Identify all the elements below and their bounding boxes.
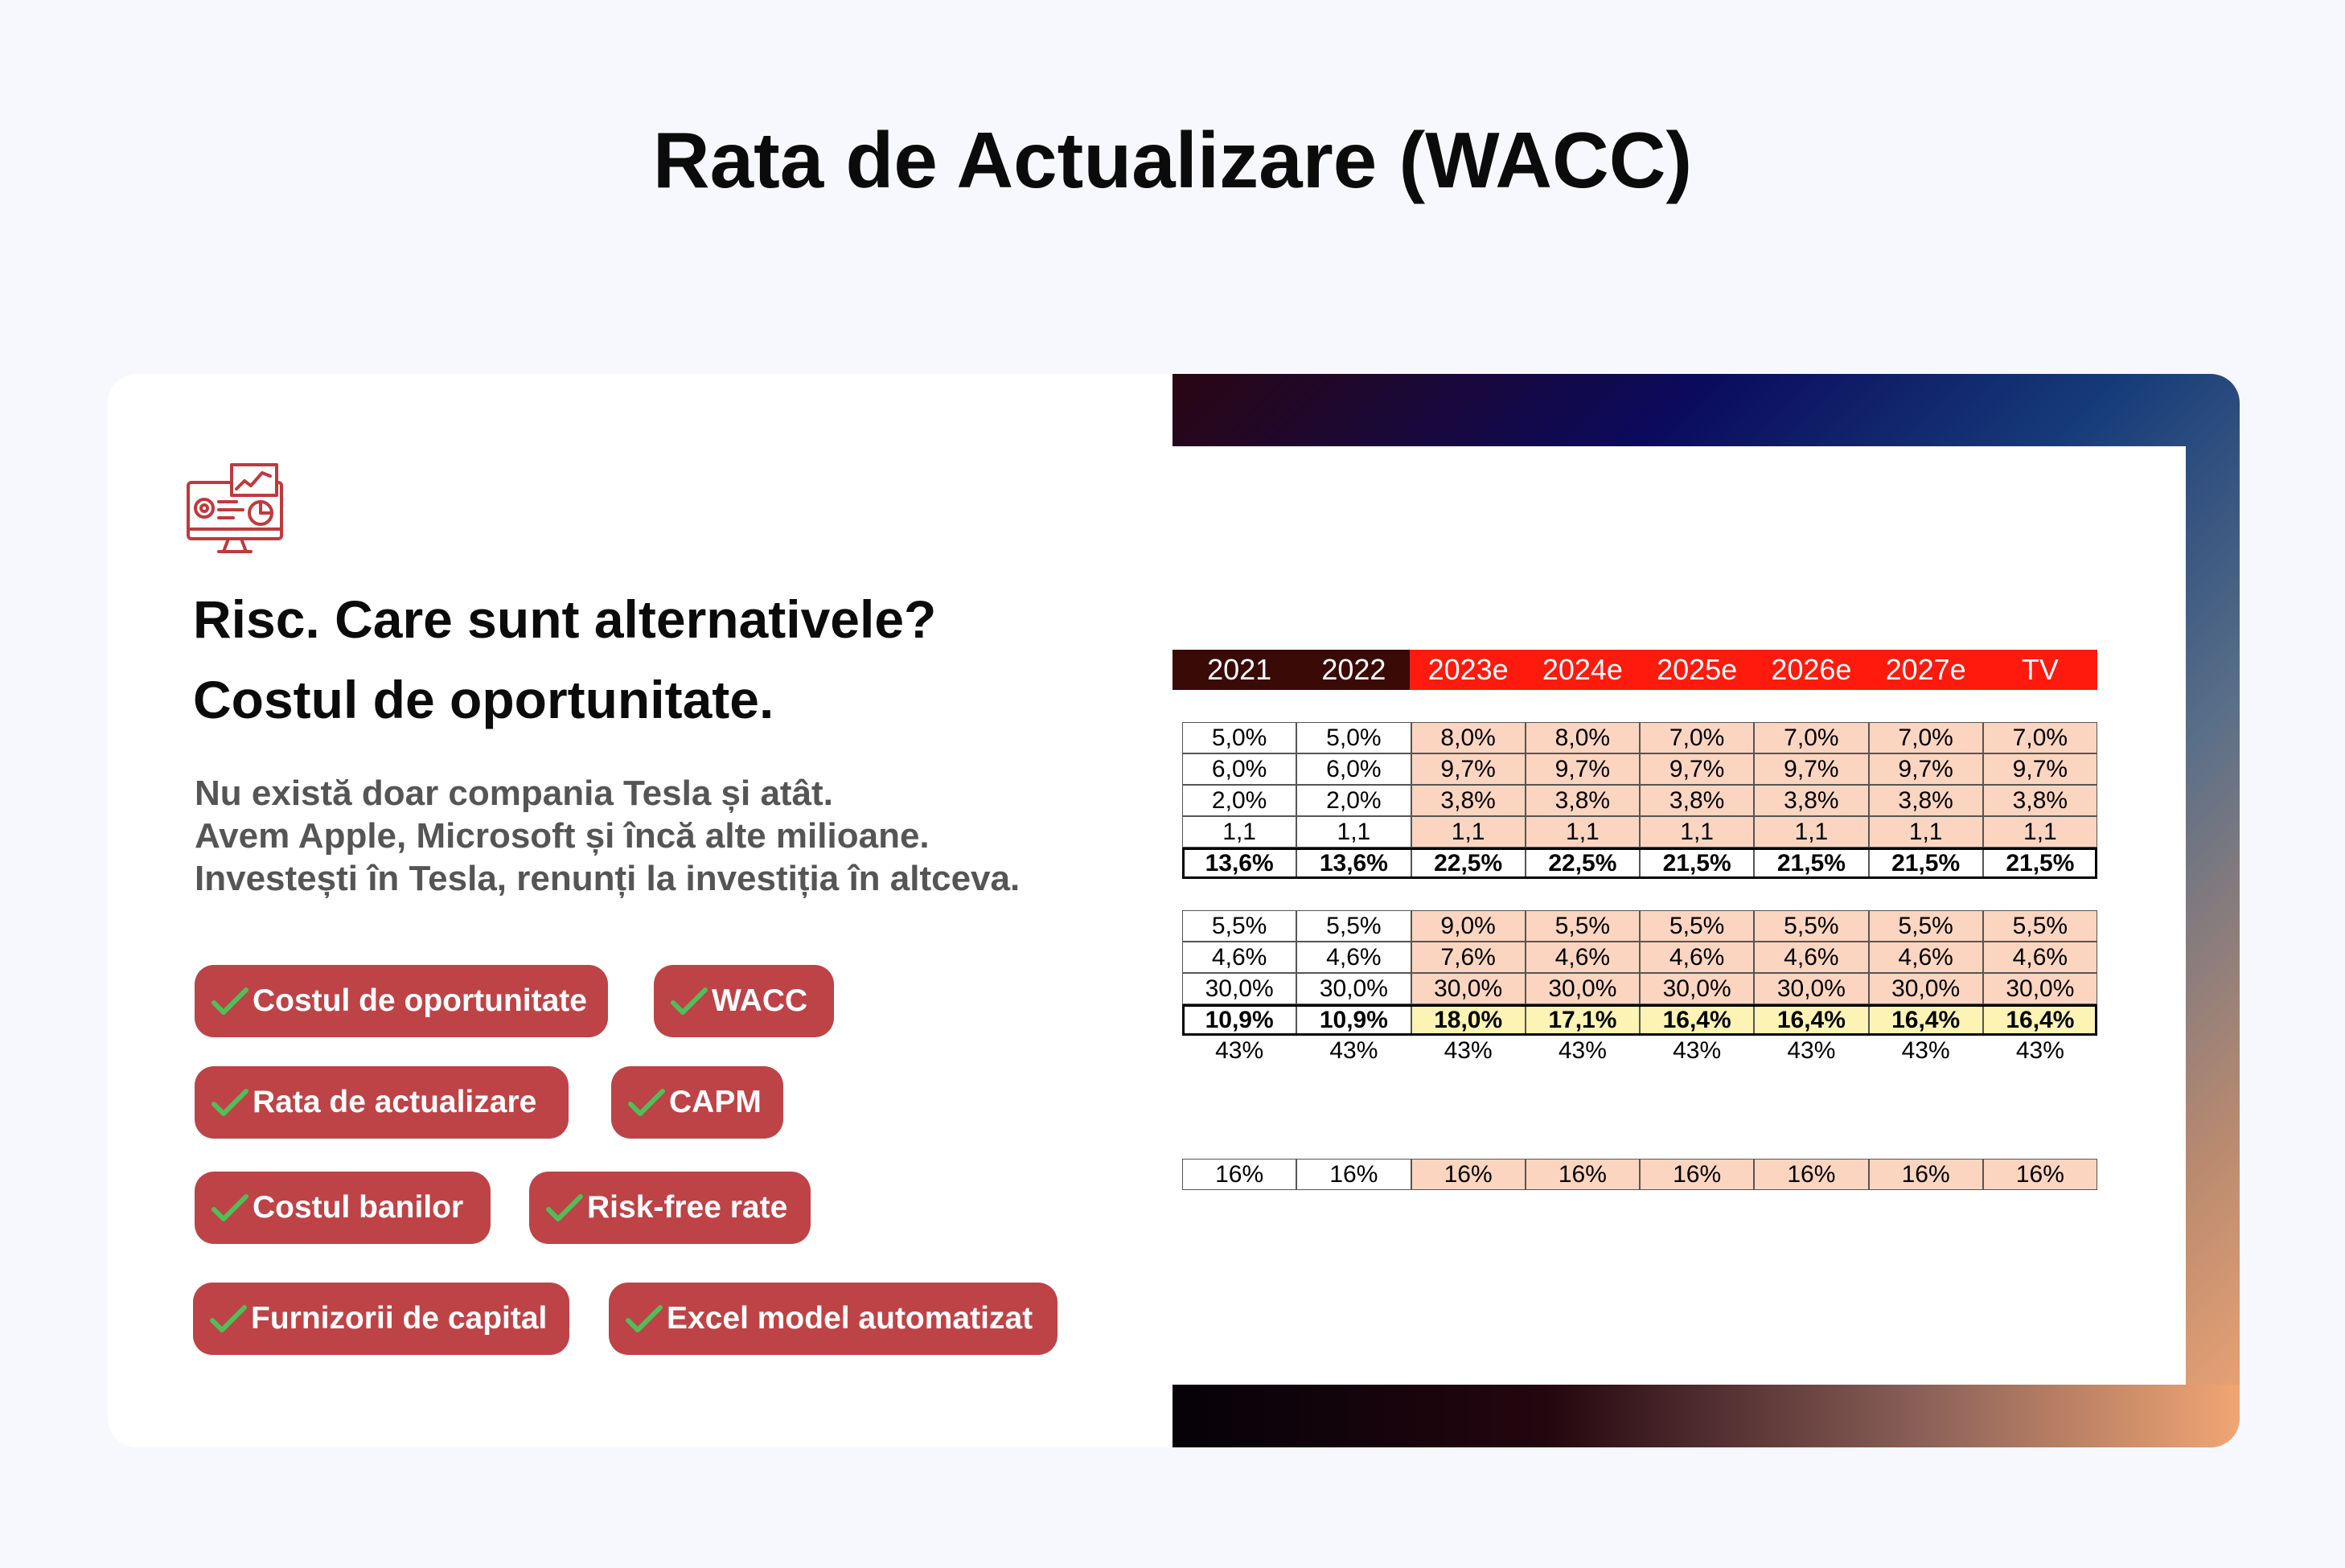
table-row: 1,1 bbox=[1754, 816, 1868, 848]
analytics-monitor-icon bbox=[187, 463, 283, 558]
table-row: 30,0% bbox=[1640, 973, 1754, 1004]
table-row: 1,1 bbox=[1983, 816, 2097, 848]
column-header-2022: 2022 bbox=[1321, 653, 1386, 686]
table-row: 4,6% bbox=[1526, 942, 1640, 973]
table-row: 5,5% bbox=[1296, 910, 1411, 942]
table-row: 4,6% bbox=[1640, 942, 1754, 973]
check-icon bbox=[207, 1301, 249, 1336]
total-row: 21,5% bbox=[1754, 848, 1868, 879]
total-row: 18,0% bbox=[1411, 1004, 1526, 1036]
table-row: 16% bbox=[1983, 1159, 2097, 1190]
table-row: 7,0% bbox=[1640, 722, 1754, 753]
column-header-2021: 2021 bbox=[1207, 653, 1272, 686]
table-row: 30,0% bbox=[1411, 973, 1526, 1004]
column-header-2026e: 2026e bbox=[1771, 653, 1852, 686]
tag-excel-model-automatizat bbox=[609, 1283, 1058, 1355]
table-row: 30,0% bbox=[1296, 973, 1411, 1004]
check-icon bbox=[209, 1085, 251, 1120]
table-row: 5,5% bbox=[1526, 910, 1640, 942]
tag-label: CAPM bbox=[669, 1085, 762, 1119]
total-row: 16,4% bbox=[1869, 1004, 1983, 1036]
table-row: 30,0% bbox=[1182, 973, 1296, 1004]
table-row: 4,6% bbox=[1182, 942, 1296, 973]
table-row: 4,6% bbox=[1296, 942, 1411, 973]
tag-label: Excel model automatizat bbox=[667, 1301, 1033, 1336]
table-row: 6,0% bbox=[1182, 753, 1296, 785]
table-row: 5,5% bbox=[1754, 910, 1868, 942]
percent-cell: 43% bbox=[1558, 1037, 1607, 1064]
table-row: 3,8% bbox=[1869, 785, 1983, 816]
total-row: 22,5% bbox=[1411, 848, 1526, 879]
tag-label: Costul banilor bbox=[253, 1190, 464, 1225]
tag-rata-de-actualizare bbox=[195, 1066, 569, 1139]
tag-risk-free-rate bbox=[529, 1172, 811, 1244]
table-row: 1,1 bbox=[1869, 816, 1983, 848]
body-text bbox=[195, 772, 1020, 900]
column-header-2027e: 2027e bbox=[1885, 653, 1966, 686]
check-icon bbox=[209, 1190, 251, 1225]
total-row: 21,5% bbox=[1983, 848, 2097, 879]
body-line-3: Investești în Tesla, renunți la investiția în altceva. bbox=[195, 859, 1021, 898]
tag-label: Risk-free rate bbox=[587, 1190, 788, 1225]
total-row: 21,5% bbox=[1640, 848, 1754, 879]
table-row: 9,7% bbox=[1869, 753, 1983, 785]
tag-wacc bbox=[654, 965, 834, 1037]
total-row: 13,6% bbox=[1182, 848, 1296, 879]
tag-costul-banilor bbox=[195, 1172, 491, 1244]
tag-capm bbox=[611, 1066, 783, 1139]
table-row: 7,0% bbox=[1983, 722, 2097, 753]
page-title: Rata de Actualizare (WACC) bbox=[652, 116, 1693, 204]
table-row: 9,7% bbox=[1640, 753, 1754, 785]
tag-label: Furnizorii de capital bbox=[251, 1301, 548, 1336]
column-header-tv: TV bbox=[2021, 653, 2059, 686]
check-icon bbox=[623, 1301, 665, 1336]
table-row: 30,0% bbox=[1526, 973, 1640, 1004]
table-row: 4,6% bbox=[1754, 942, 1868, 973]
tag-costul-de-oportunitate bbox=[195, 965, 608, 1037]
percent-cell: 43% bbox=[1329, 1037, 1378, 1064]
table-row: 8,0% bbox=[1526, 722, 1640, 753]
table-row: 30,0% bbox=[1754, 973, 1868, 1004]
check-icon bbox=[626, 1085, 667, 1120]
tag-label: Costul de oportunitate bbox=[253, 983, 587, 1018]
total-row: 17,1% bbox=[1526, 1004, 1640, 1036]
table-row: 2,0% bbox=[1296, 785, 1411, 816]
check-icon bbox=[668, 983, 710, 1019]
tag-furnizorii-de-capital bbox=[193, 1283, 569, 1355]
table-row: 16% bbox=[1526, 1159, 1640, 1190]
table-row: 3,8% bbox=[1983, 785, 2097, 816]
headline-line-1: Risc. Care sunt alternativele? bbox=[193, 589, 937, 649]
table-row: 3,8% bbox=[1754, 785, 1868, 816]
table-row: 6,0% bbox=[1296, 753, 1411, 785]
table-row: 1,1 bbox=[1411, 816, 1526, 848]
body-line-2: Avem Apple, Microsoft și încă alte milioane. bbox=[195, 816, 930, 856]
table-row: 3,8% bbox=[1526, 785, 1640, 816]
total-row: 21,5% bbox=[1869, 848, 1983, 879]
table-row: 7,0% bbox=[1869, 722, 1983, 753]
column-header-2024e: 2024e bbox=[1542, 653, 1623, 686]
total-row: 10,9% bbox=[1296, 1004, 1411, 1036]
total-row: 16,4% bbox=[1754, 1004, 1868, 1036]
table-row: 30,0% bbox=[1983, 973, 2097, 1004]
total-row: 16,4% bbox=[1983, 1004, 2097, 1036]
table-row: 9,7% bbox=[1983, 753, 2097, 785]
table-row: 1,1 bbox=[1296, 816, 1411, 848]
tag-label: WACC bbox=[712, 983, 808, 1018]
check-icon bbox=[209, 983, 251, 1019]
check-icon bbox=[544, 1190, 585, 1225]
total-row: 13,6% bbox=[1296, 848, 1411, 879]
percent-cell: 43% bbox=[1901, 1037, 1950, 1064]
table-row: 5,5% bbox=[1983, 910, 2097, 942]
table-row: 7,0% bbox=[1754, 722, 1868, 753]
headline-line-2: Costul de oportunitate. bbox=[193, 670, 774, 729]
table-row: 5,5% bbox=[1182, 910, 1296, 942]
table-row: 9,7% bbox=[1754, 753, 1868, 785]
body-line-1: Nu există doar compania Tesla și atât. bbox=[195, 774, 833, 813]
total-row-outline bbox=[1182, 848, 2097, 879]
total-row: 10,9% bbox=[1182, 1004, 1296, 1036]
table-row: 1,1 bbox=[1526, 816, 1640, 848]
percent-cell: 43% bbox=[1444, 1037, 1493, 1064]
table-row: 1,1 bbox=[1640, 816, 1754, 848]
table-row: 9,7% bbox=[1411, 753, 1526, 785]
table-row: 9,0% bbox=[1411, 910, 1526, 942]
table-row: 2,0% bbox=[1182, 785, 1296, 816]
percent-cell: 43% bbox=[2015, 1037, 2064, 1064]
table-row: 4,6% bbox=[1869, 942, 1983, 973]
column-header-2023e: 2023e bbox=[1427, 653, 1509, 686]
table-row: 16% bbox=[1296, 1159, 1411, 1190]
table-row: 16% bbox=[1754, 1159, 1868, 1190]
table-row: 3,8% bbox=[1411, 785, 1526, 816]
table-row: 16% bbox=[1640, 1159, 1754, 1190]
table-row: 16% bbox=[1182, 1159, 1296, 1190]
table-row: 5,5% bbox=[1869, 910, 1983, 942]
table-row: 16% bbox=[1411, 1159, 1526, 1190]
total-row: 16,4% bbox=[1640, 1004, 1754, 1036]
table-row: 3,8% bbox=[1640, 785, 1754, 816]
headline bbox=[193, 579, 936, 740]
table-row: 5,0% bbox=[1182, 722, 1296, 753]
table-row: 30,0% bbox=[1869, 973, 1983, 1004]
tag-label: Rata de actualizare bbox=[253, 1085, 537, 1119]
table-row: 5,5% bbox=[1640, 910, 1754, 942]
table-row: 9,7% bbox=[1526, 753, 1640, 785]
total-row: 22,5% bbox=[1526, 848, 1640, 879]
percent-cell: 43% bbox=[1673, 1037, 1722, 1064]
total-row-outline bbox=[1182, 1004, 2097, 1036]
table-row: 5,0% bbox=[1296, 722, 1411, 753]
table-row: 1,1 bbox=[1182, 816, 1296, 848]
column-header-2025e: 2025e bbox=[1657, 653, 1738, 686]
percent-cell: 43% bbox=[1787, 1037, 1836, 1064]
percent-cell: 43% bbox=[1215, 1037, 1264, 1064]
table-row: 8,0% bbox=[1411, 722, 1526, 753]
table-row: 4,6% bbox=[1983, 942, 2097, 973]
table-row: 16% bbox=[1869, 1159, 1983, 1190]
table-row: 7,6% bbox=[1411, 942, 1526, 973]
